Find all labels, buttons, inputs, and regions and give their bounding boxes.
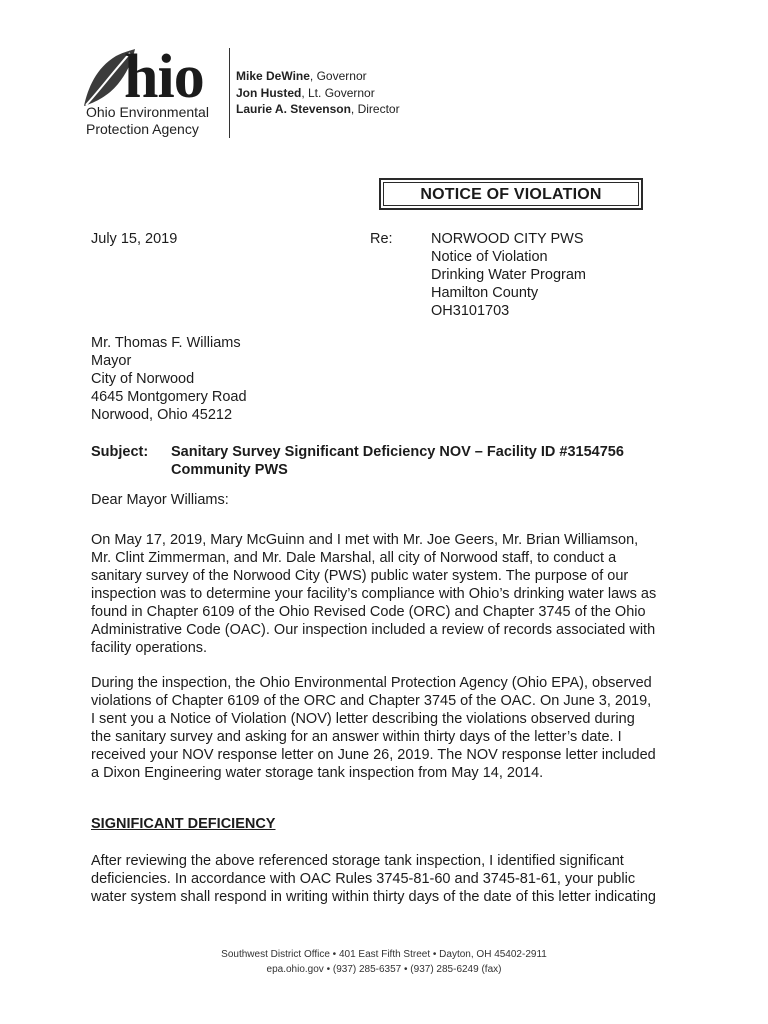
re-line: OH3101703 (431, 303, 510, 319)
paragraph-deficiency: After reviewing the above referenced storage tank inspection, I identified significant deficiencies. In accordance with OAC Rules 3745-81-60 and 3745-81-61, your public water system shall respond in writing within thirty days of the date of this letter indicating (91, 853, 656, 905)
letter-date: July 15, 2019 (91, 231, 178, 247)
salutation: Dear Mayor Williams: (91, 492, 229, 508)
address-line: City of Norwood (91, 371, 195, 387)
official-lt-governor: Jon Husted, Lt. Governor (236, 85, 375, 100)
re-line: Drinking Water Program (431, 267, 586, 283)
logo-wordmark: hio (124, 43, 204, 111)
section-heading: SIGNIFICANT DEFICIENCY (91, 816, 276, 832)
ohio-epa-logo (78, 44, 228, 144)
footer (0, 947, 768, 977)
official-director: Laurie A. Stevenson, Director (236, 102, 400, 116)
re-block (431, 230, 586, 320)
re-label: Re: (370, 231, 393, 247)
re-line: Notice of Violation (431, 249, 548, 265)
address-line: 4645 Montgomery Road (91, 389, 247, 405)
paragraph-violations: During the inspection, the Ohio Environmental Protection Agency (Ohio EPA), observed violations of Chapter 6109 of the ORC and Chapter 3745 of the OAC. On June 3, 2019, I sent you a Notice of Violation (NOV) letter describing the violations observed during the sanitary survey and asking for an answer within thirty days of the letter’s date. I received your NOV response letter on June 26, 2019. The NOV response letter included a Dixon Engineering water storage tank inspection from May 14, 2014. (91, 675, 656, 781)
address-line: Mayor (91, 353, 132, 369)
letterhead-divider (229, 48, 230, 138)
notice-title: NOTICE OF VIOLATION (420, 186, 602, 203)
notice-of-violation-box (379, 178, 643, 210)
subject-text: Sanitary Survey Significant Deficiency NOV – Facility ID #3154756 Community PWS (171, 444, 624, 478)
recipient-address (91, 334, 247, 424)
address-line: Norwood, Ohio 45212 (91, 407, 233, 423)
footer-address: Southwest District Office • 401 East Fifth Street • Dayton, OH 45402-2911 (221, 949, 547, 960)
official-governor: Mike DeWine, Governor (236, 69, 367, 83)
subject-label: Subject: (91, 444, 149, 460)
footer-contact: epa.ohio.gov • (937) 285-6357 • (937) 285-6249 (fax) (266, 964, 502, 975)
re-line: Hamilton County (431, 285, 539, 301)
paragraph-inspection: On May 17, 2019, Mary McGuinn and I met with Mr. Joe Geers, Mr. Brian Williamson, Mr. Clint Zimmerman, and Mr. Dale Marshal, all city of Norwood staff, to conduct a sanitary survey of the Norwood City (PWS) public water system. The purpose of our inspection was to determine your facility’s compliance with Ohio’s drinking water laws as found in Chapter 6109 of the Ohio Revised Code (ORC) and Chapter 3745 of the Ohio Administrative Code (OAC). Our inspection included a review of records associated with facility operations. (91, 532, 657, 656)
address-line: Mr. Thomas F. Williams (91, 335, 241, 351)
officials-list (236, 68, 400, 118)
agency-name: Ohio Environmental Protection Agency (86, 104, 209, 137)
re-line: NORWOOD CITY PWS (431, 231, 584, 247)
